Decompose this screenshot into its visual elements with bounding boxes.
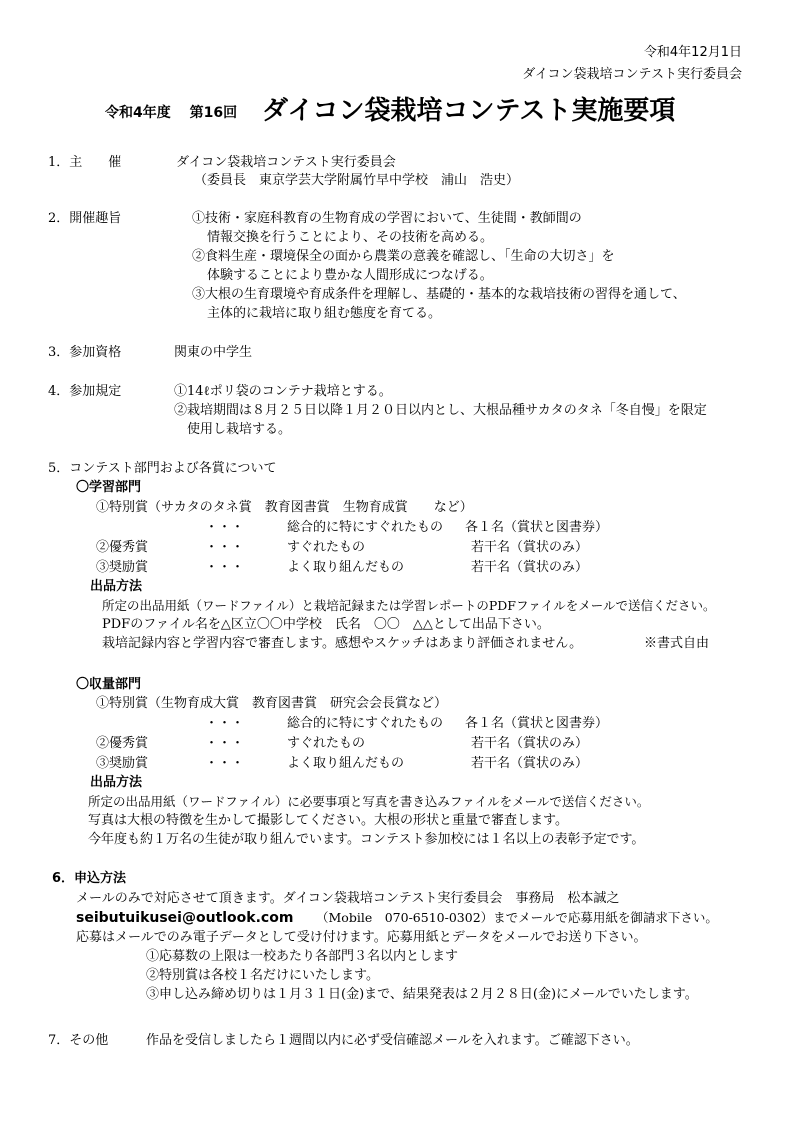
yield-excellent-dots: ・・・: [205, 736, 245, 751]
learning-excellent-desc: すぐれたもの: [287, 540, 366, 555]
yield-excellent-desc: すぐれたもの: [287, 736, 366, 751]
yield-excellent-award: ②優秀賞: [96, 736, 149, 751]
yield-excellent-count: 若干名（賞状のみ）: [471, 736, 589, 751]
application-line-3: 応募はメールでのみ電子データとして受け付けます。応募用紙とデータをメールでお送り下さい。: [76, 930, 647, 945]
section-3-heading: 3．参加資格: [48, 345, 122, 360]
learning-excellent-award: ②優秀賞: [96, 540, 149, 555]
fiscal-year-label: 令和4年度 第16回: [105, 105, 238, 121]
yield-method-heading: 出品方法: [90, 775, 143, 790]
issuer-name: ダイコン袋栽培コンテスト実行委員会: [522, 67, 742, 82]
learning-special-award: ①特別賞（サカタのタネ賞 教育図書賞 生物育成賞 など）: [96, 500, 473, 515]
yield-method-line-1: 所定の出品用紙（ワードファイル）に必要事項と写真を書き込みファイルをメールで送信ください。: [88, 794, 650, 809]
application-rule-3: ③申し込み締め切りは１月３１日(金)まで、結果発表は２月２８日(金)にメールでいたします。: [146, 987, 698, 1002]
purpose-line-6: 主体的に栽培に取り組む態度を育てる。: [207, 306, 442, 321]
yield-encourage-award: ③奨励賞: [96, 756, 149, 771]
issue-date: 令和4年12月1日: [643, 45, 742, 60]
learning-special-dots: ・・・: [205, 520, 245, 535]
yield-special-award: ①特別賞（生物育成大賞 教育図書賞 研究会会長賞など）: [96, 696, 448, 711]
yield-special-count: 各１名（賞状と図書券）: [465, 716, 609, 731]
section-2-heading: 2．開催趣旨: [48, 211, 122, 226]
application-rule-2: ②特別賞は各校１名だけにいたします。: [146, 968, 379, 983]
learning-encourage-count: 若干名（賞状のみ）: [471, 560, 589, 575]
learning-special-desc: 総合的に特にすぐれたもの: [287, 520, 444, 535]
application-rule-1: ①応募数の上限は一校あたり各部門３名以内とします: [146, 949, 459, 964]
learning-method-line-3: 栽培記録内容と学習内容で審査します。感想やスケッチはあまり評価されません。: [102, 636, 583, 651]
learning-encourage-desc: よく取り組んだもの: [287, 560, 405, 575]
learning-special-count: 各１名（賞状と図書券）: [465, 520, 609, 535]
section-6-heading: 6．申込方法: [52, 871, 127, 886]
yield-encourage-dots: ・・・: [205, 756, 245, 771]
yield-encourage-count: 若干名（賞状のみ）: [471, 756, 589, 771]
learning-method-heading: 出品方法: [90, 579, 143, 594]
purpose-line-2: 情報交換を行うことにより、その技術を高める。: [207, 230, 494, 245]
application-line-2: （Mobile 070-6510-0302）までメールで応募用紙を御請求下さい。: [316, 910, 718, 925]
purpose-line-3: ②食料生産・環境保全の面から農業の意義を確認し、「生命の大切さ」を: [192, 249, 615, 264]
section-5-heading: 5．コンテスト部門および各賞について: [48, 461, 277, 476]
learning-encourage-award: ③奨励賞: [96, 560, 149, 575]
rule-line-3: 使用し栽培する。: [187, 422, 292, 437]
learning-method-line-1: 所定の出品用紙（ワードファイル）と栽培記録または学習レポートのPDFファイルをメールで送信ください。: [102, 598, 716, 613]
yield-method-line-3: 今年度も約１万名の生徒が取り組んでいます。コンテスト参加校には１名以上の表彰予定です。: [88, 832, 645, 847]
contact-email-link[interactable]: seibutuikusei@outlook.com: [76, 910, 294, 926]
learning-excellent-count: 若干名（賞状のみ）: [471, 540, 589, 555]
rule-line-2: ②栽培期間は８月２５日以降１月２０日以内とし、大根品種サカタのタネ「冬自慢」を限定: [174, 403, 707, 418]
learning-method-line-2: PDFのファイル名を△区立〇〇中学校 氏名 〇〇 △△として出品下さい。: [102, 617, 550, 632]
yield-division-heading: 〇収量部門: [76, 677, 142, 692]
yield-special-desc: 総合的に特にすぐれたもの: [287, 716, 444, 731]
section-7-heading: 7．その他: [48, 1033, 109, 1048]
organizer-name: ダイコン袋栽培コンテスト実行委員会: [176, 155, 396, 170]
eligibility-text: 関東の中学生: [174, 345, 253, 360]
other-notes: 作品を受信しましたら１週間以内に必ず受信確認メールを入れます。ご確認下さい。: [146, 1033, 639, 1048]
learning-excellent-dots: ・・・: [205, 540, 245, 555]
learning-format-note: ※書式自由: [644, 636, 710, 651]
rule-line-1: ①14ℓポリ袋のコンテナ栽培とする。: [174, 384, 392, 399]
learning-encourage-dots: ・・・: [205, 560, 245, 575]
committee-chair: （委員長 東京学芸大学附属竹早中学校 浦山 浩史）: [194, 173, 520, 188]
application-line-1: メールのみで対応させて頂きます。ダイコン袋栽培コンテスト実行委員会 事務局 松本誠之: [76, 891, 620, 906]
section-1-heading: 1．主 催: [48, 155, 122, 170]
purpose-line-4: 体験することにより豊かな人間形成につなげる。: [207, 268, 493, 283]
learning-division-heading: 〇学習部門: [76, 480, 142, 495]
purpose-line-5: ③大根の生育環境や育成条件を理解し、基礎的・基本的な栽培技術の習得を通して、: [192, 287, 686, 302]
yield-special-dots: ・・・: [205, 716, 245, 731]
yield-encourage-desc: よく取り組んだもの: [287, 756, 405, 771]
purpose-line-1: ①技術・家庭科教育の生物育成の学習において、生徒間・教師間の: [192, 211, 582, 226]
section-4-heading: 4．参加規定: [48, 384, 122, 399]
yield-method-line-2: 写真は大根の特徴を生かして撮影してください。大根の形状と重量で審査します。: [88, 813, 568, 828]
document-title: ダイコン袋栽培コンテスト実施要項: [262, 96, 676, 126]
